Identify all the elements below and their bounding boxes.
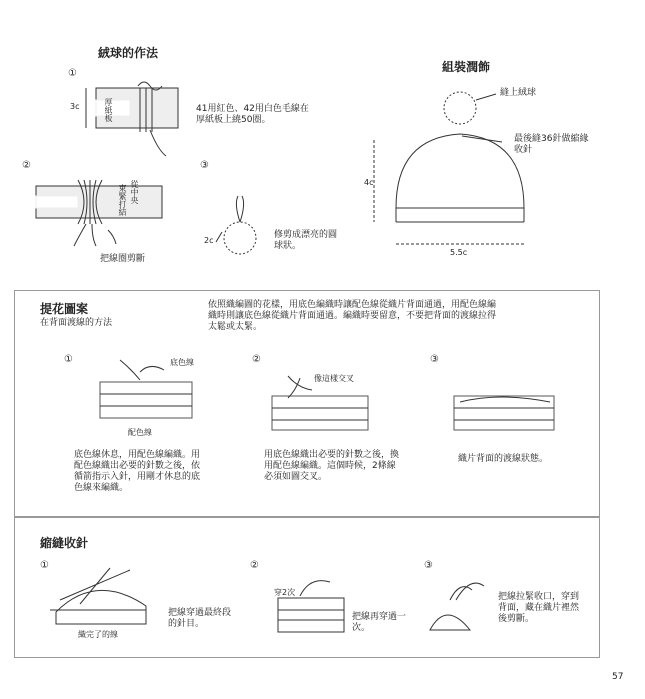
from-center-label: 從中央	[130, 180, 139, 204]
jacquard-step2-number: ②	[252, 354, 261, 365]
cardboard-drawing	[86, 82, 178, 156]
pompom-step2-number: ②	[22, 160, 31, 171]
shrink-title: 縮縫收針	[40, 536, 89, 550]
jacquard-step1-text: 底色線休息，用配色線編織。用配色線織出必要的針數之後，依循箭指示入針，用剛才休息的底色線來編織。	[74, 450, 201, 493]
cardboard-label: 厚紙板	[104, 98, 113, 122]
finished-yarn-label: 織完了的線	[78, 630, 118, 639]
cross-label: 像這樣交叉	[314, 374, 354, 383]
jacquard-step2-text: 用底色線織出必要的針數之後，換用配色線編織。這個時候，2條線必須如圖交叉。	[264, 450, 400, 482]
tied-loop-drawing	[36, 180, 162, 246]
cut-loops-label: 把線圈剪斷	[100, 254, 146, 264]
jacquard-description: 依照織編圖的花樣，用底色編織時讓配色線從織片背面通過，用配色線編織時則讓底色線從織片背面通過。編織時要留意，不要把背面的渡線拉得太鬆或太緊。	[208, 300, 497, 332]
shrink-step3-text: 把線拉緊收口，穿到背面，藏在織片裡然後剪斷。	[498, 592, 580, 624]
shrink-step1-number: ①	[40, 560, 49, 571]
hat-width-label: 5.5c	[450, 248, 468, 257]
shrink-step2-number: ②	[250, 560, 259, 571]
assembly-title: 組裝潤飾	[442, 60, 491, 74]
hat-drawing	[374, 92, 524, 244]
base-yarn-label: 底色線	[170, 358, 194, 367]
shrink-step1-text: 把線穿過最終段的針目。	[168, 608, 232, 629]
pompom-ball-drawing	[216, 196, 256, 254]
cardboard-height-label: 3c	[70, 102, 80, 111]
jacquard-step1-number: ①	[64, 354, 73, 365]
hat-height-label: 4c	[364, 178, 374, 187]
thread-twice-label: 穿2次	[274, 588, 296, 597]
pompom-step3-number: ③	[200, 160, 209, 171]
jacquard-title: 提花圖案	[40, 302, 89, 316]
page-number: 57	[612, 672, 624, 682]
jacquard-step3-number: ③	[430, 354, 439, 365]
jacquard-step3-text: 織片背面的渡線狀態。	[458, 454, 549, 464]
contrast-yarn-label: 配色線	[128, 428, 152, 437]
pompom-step1-number: ①	[68, 68, 77, 79]
pompom-step1-text: 41用紅色、42用白色毛線在厚紙板上繞50圈。	[196, 104, 309, 125]
gather-label: 最後縫36針做縮緣收針	[514, 134, 589, 155]
shrink-step2-text: 把線再穿過一次。	[352, 612, 407, 633]
ball-diameter-label: 2c	[204, 236, 214, 245]
pompom-step3-text: 修剪成漂亮的圓球狀。	[274, 230, 338, 251]
tie-tight-label: 束緊打結	[118, 184, 127, 216]
pompom-title: 絨球的作法	[98, 46, 159, 60]
sew-pompom-label: 縫上絨球	[500, 88, 537, 98]
jacquard-subtitle: 在背面渡線的方法	[40, 318, 113, 328]
shrink-step3-number: ③	[424, 560, 433, 571]
